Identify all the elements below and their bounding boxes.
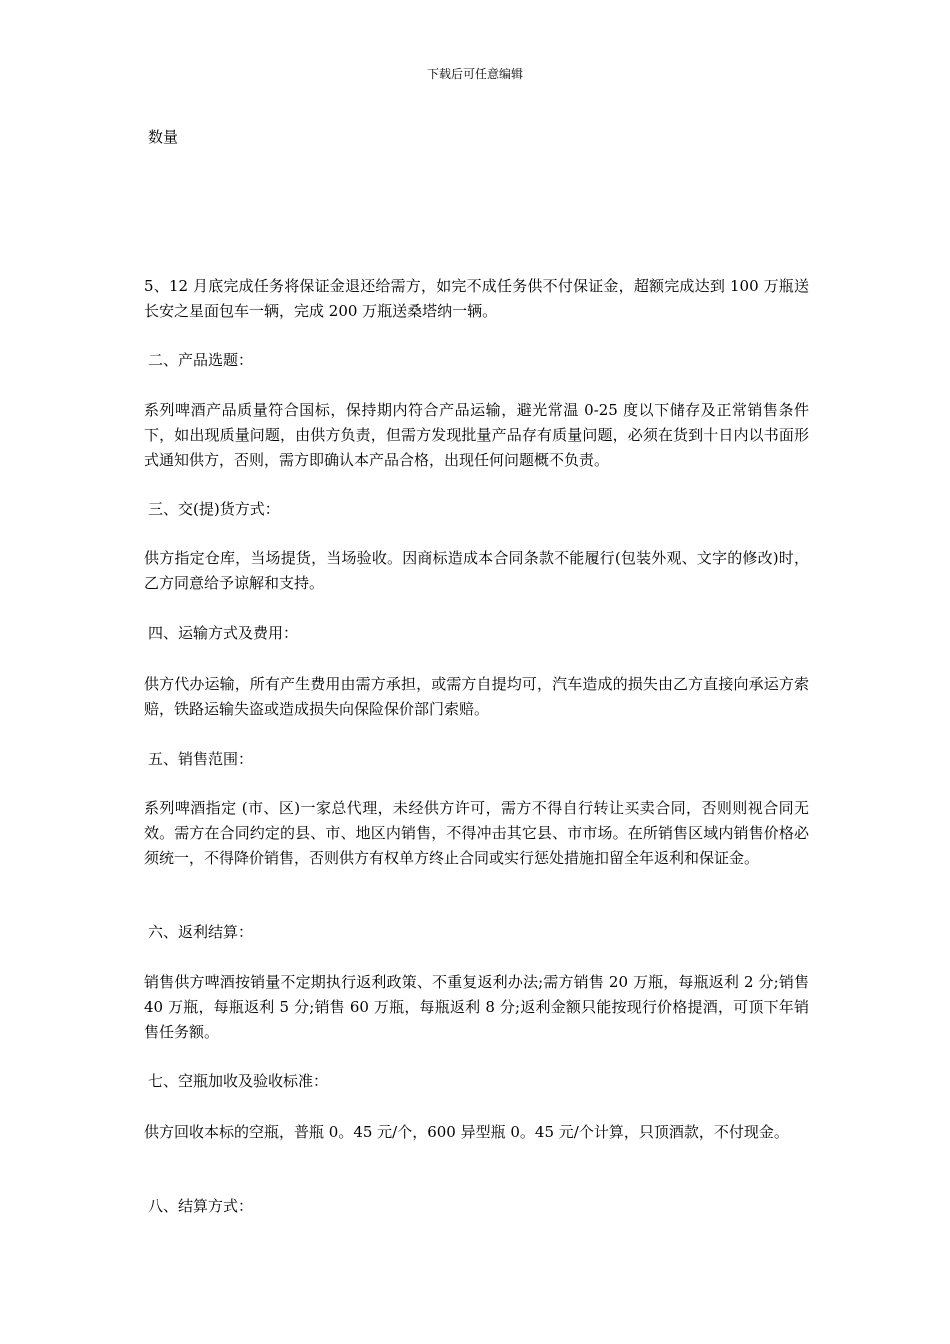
section-body-6: 销售供方啤酒按销量不定期执行返利政策、不重复返利办法;需方销售 20 万瓶，每瓶返利 2 分;销售 40 万瓶，每瓶返利 5 分;销售 60 万瓶，每瓶返利 8 分;返利金额只能按现行价格提酒，可顶下年销售任务额。 [144,973,809,1041]
section-heading-5: 五、销售范围： [148,750,254,768]
quantity-label: 数量 [148,128,179,146]
section-heading-7: 七、空瓶加收及验收标准： [148,1072,329,1090]
section-heading-8: 八、结算方式： [148,1197,254,1215]
section-heading-6: 六、返利结算： [148,923,254,941]
section-heading-4: 四、运输方式及费用： [148,624,299,642]
section-heading-2: 二、产品选题： [148,351,254,369]
section-body-4: 供方代办运输，所有产生费用由需方承担，或需方自提均可，汽车造成的损失由乙方直接向承运方索赔，铁路运输失盗或造成损失向保险保价部门索赔。 [144,675,809,718]
section-body-5: 系列啤酒指定 (市、区)一家总代理，未经供方许可，需方不得自行转让买卖合同，否则则视合同无效。需方在合同约定的县、市、地区内销售，不得冲击其它县、市市场。在所销售区域内销售价格必须统一，不得降价销售，否则供方有权单方终止合同或实行惩处措施扣留全年返利和保证金。 [144,799,809,867]
section-body-7: 供方回收本标的空瓶，普瓶 0。45 元/个，600 异型瓶 0。45 元/个计算，只顶酒款，不付现金。 [144,1123,789,1141]
clause-item-5: 5、12 月底完成任务将保证金退还给需方，如完不成任务供不付保证金，超额完成达到 100 万瓶送长安之星面包车一辆，完成 200 万瓶送桑塔纳一辆。 [144,277,809,320]
section-body-3: 供方指定仓库，当场提货，当场验收。因商标造成本合同条款不能履行(包装外观、文字的修改)时，乙方同意给予谅解和支持。 [144,549,809,592]
section-heading-3: 三、交(提)货方式： [148,500,280,518]
section-body-2: 系列啤酒产品质量符合国标，保持期内符合产品运输，避光常温 0-25 度以下储存及正常销售条件下，如出现质量问题，由供方负责，但需方发现批量产品存有质量问题，必须在货到十日内以书面形式通知供方，否则，需方即确认本产品合格，出现任何问题概不负责。 [144,401,809,469]
page-header-note: 下载后可任意编辑 [426,67,523,81]
